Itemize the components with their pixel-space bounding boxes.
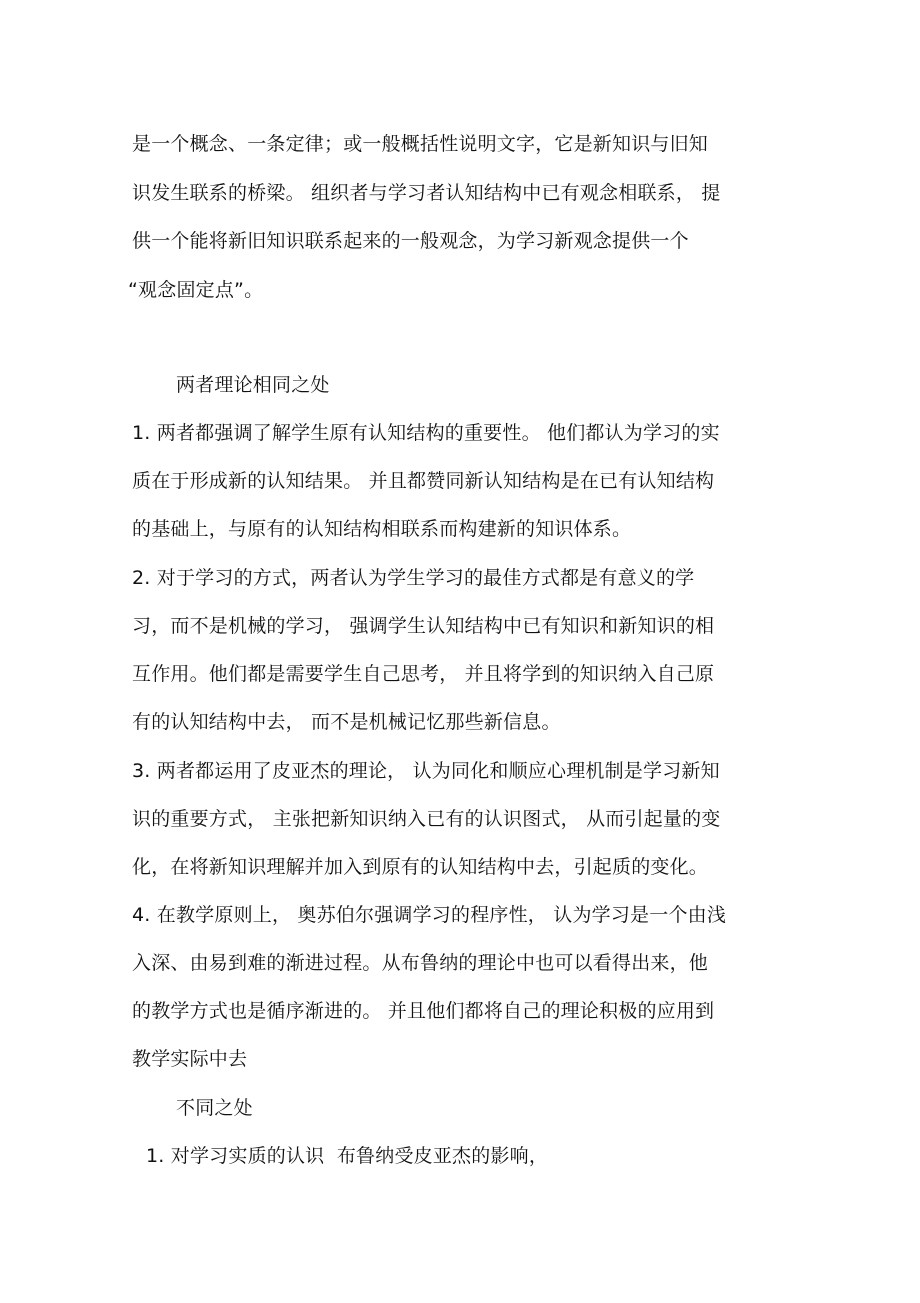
similarities-line-10: 化，在将新知识理解并加入到原有的认知结构中去，引起质的变化。: [132, 856, 709, 878]
similarities-line-3: 的基础上，与原有的认知结构相联系而构建新的知识体系。: [132, 518, 632, 540]
similarities-line-9: 识的重要方式， 主张把新知识纳入已有的认识图式， 从而引起量的变: [132, 808, 721, 830]
similarities-line-8: 3. 两者都运用了皮亚杰的理论， 认为同化和顺应心理机制是学习新知: [132, 760, 720, 782]
similarities-line-1: 1. 两者都强调了解学生原有认知结构的重要性。 他们都认为学习的实: [132, 422, 720, 444]
differences-line-1: 1. 对学习实质的认识 布鲁纳受皮亚杰的影响，: [146, 1145, 549, 1167]
similarities-line-14: 教学实际中去: [132, 1048, 248, 1070]
intro-line-1: 是一个概念、一条定律；或一般概括性说明文字，它是新知识与旧知: [132, 133, 709, 155]
similarities-line-2: 质在于形成新的认知结果。 并且都赞同新认知结构是在已有认知结构: [132, 470, 715, 492]
similarities-line-4: 2. 对于学习的方式，两者认为学生学习的最佳方式都是有意义的学: [132, 567, 695, 589]
similarities-line-12: 入深、由易到难的渐进过程。从布鲁纳的理论中也可以看得出来，他: [132, 952, 709, 974]
similarities-line-6: 互作用。他们都是需要学生自己思考， 并且将学到的知识纳入自己原: [132, 663, 715, 685]
intro-line-4: “观念固定点”。: [128, 279, 264, 301]
differences-heading: 不同之处: [176, 1097, 253, 1119]
intro-line-2: 识发生联系的桥梁。 组织者与学习者认知结构中已有观念相联系， 提: [132, 182, 721, 204]
similarities-line-13: 的教学方式也是循序渐进的。 并且他们都将自己的理论积极的应用到: [132, 1000, 715, 1022]
similarities-line-11: 4. 在教学原则上， 奥苏伯尔强调学习的程序性， 认为学习是一个由浅: [132, 904, 727, 926]
similarities-line-7: 有的认知结构中去， 而不是机械记忆那些新信息。: [132, 711, 561, 733]
intro-line-3: 供一个能将新旧知识联系起来的一般观念，为学习新观念提供一个: [132, 230, 689, 252]
similarities-heading: 两者理论相同之处: [176, 374, 330, 396]
similarities-line-5: 习，而不是机械的学习， 强调学生认知结构中已有知识和新知识的相: [132, 615, 715, 637]
